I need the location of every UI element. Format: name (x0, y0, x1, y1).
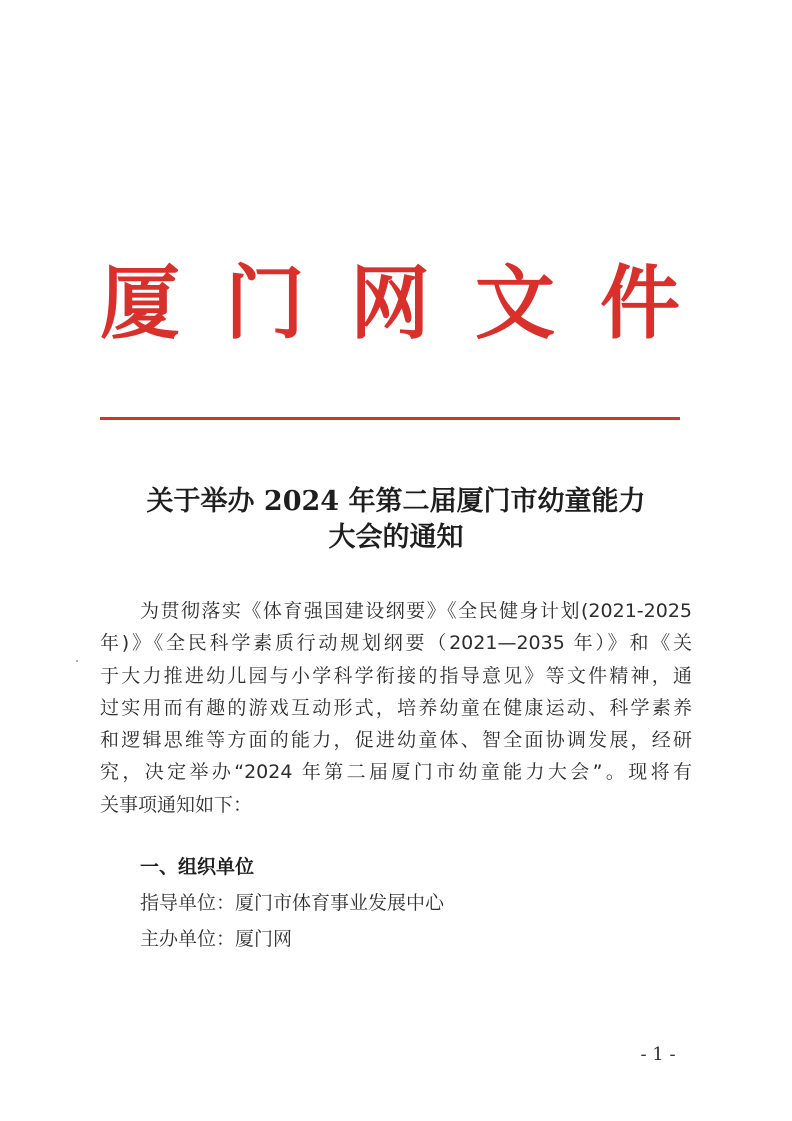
body-line: 年)》《全民科学素质行动规划纲要（2021—2035 年）》和《关 (100, 632, 692, 655)
body-line: 究，决定举办“2024 年第二届厦门市幼童能力大会”。现将有 (100, 761, 692, 784)
body-line: 关事项通知如下： (100, 793, 253, 816)
guide-unit-line: 指导单位：厦门市体育事业发展中心 (140, 892, 445, 914)
scan-speck (76, 660, 78, 662)
document-title (100, 484, 692, 556)
body-line: 和逻辑思维等方面的能力，促进幼童体、智全面协调发展，经研 (100, 729, 692, 752)
title-line: 关于举办 2024 年第二届厦门市幼童能力 (146, 486, 646, 517)
page-number: - 1 - (640, 1044, 676, 1065)
masthead-char: 厦 (100, 256, 180, 350)
section-heading: 一、组织单位 (140, 856, 255, 878)
body-paragraph (100, 595, 692, 821)
masthead (100, 248, 680, 358)
red-divider (100, 417, 680, 420)
body-line: 于大力推进幼儿园与小学科学衔接的指导意见》等文件精神，通 (100, 664, 692, 687)
masthead-char: 网 (350, 256, 430, 350)
masthead-char: 门 (225, 256, 305, 350)
host-unit-line: 主办单位：厦门网 (140, 928, 293, 950)
title-line: 大会的通知 (328, 522, 464, 553)
masthead-char: 文 (475, 256, 555, 350)
body-line: 为贯彻落实《体育强国建设纲要》《全民健身计划(2021-2025 (140, 600, 692, 622)
body-line: 过实用而有趣的游戏互动形式，培养幼童在健康运动、科学素养 (100, 696, 692, 719)
masthead-char: 件 (600, 256, 680, 350)
